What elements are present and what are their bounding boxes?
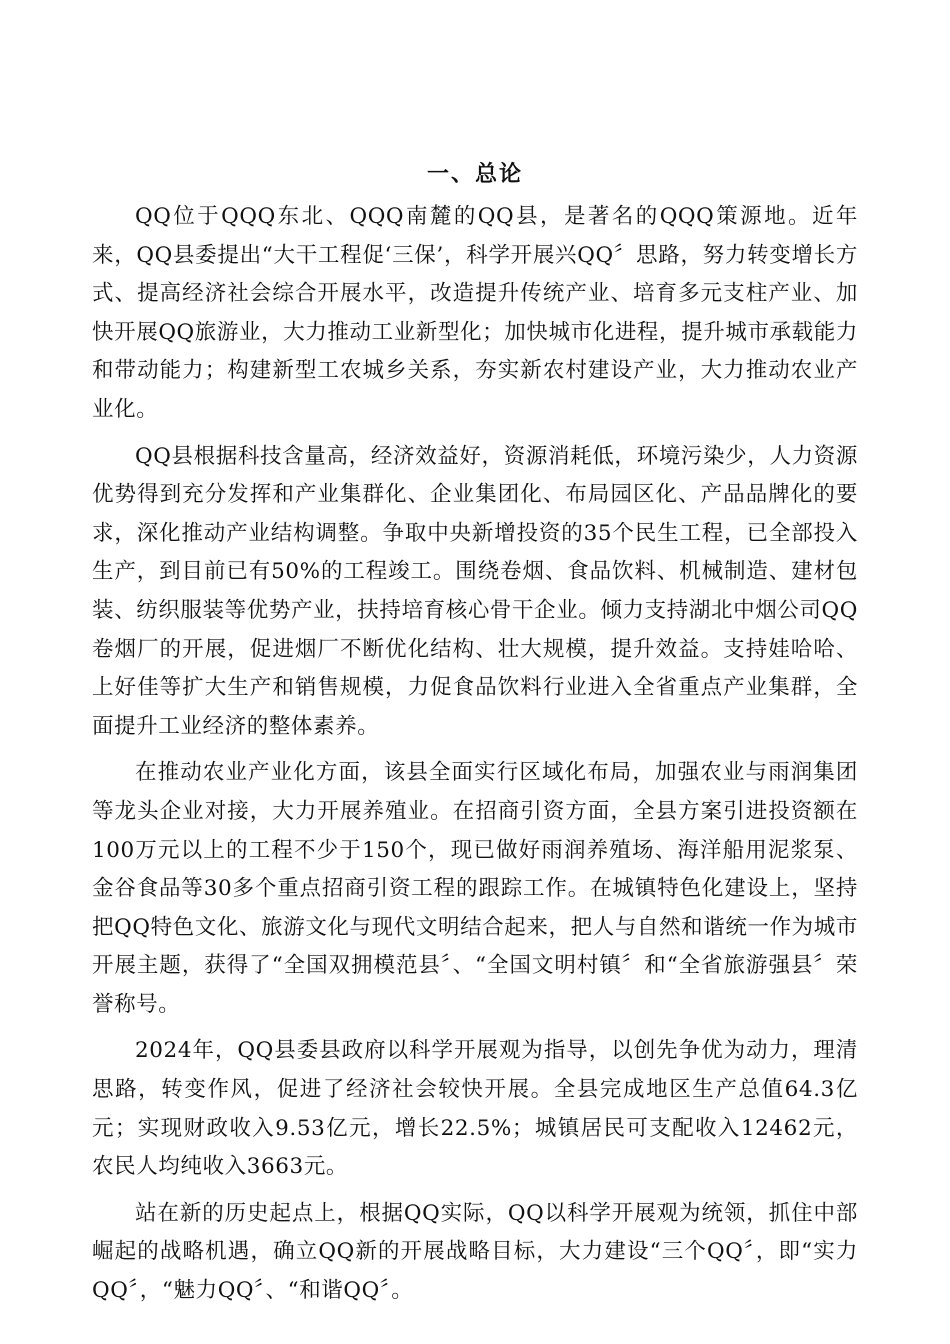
document-body bbox=[92, 198, 858, 1319]
paragraph-economy-2024: 2024年，QQ县委县政府以科学开展观为指导，以创先争优为动力，理清思路，转变作风，促进了经济社会较快开展。全县完成地区生产总值64.3亿元；实现财政收入9.53亿元，增长22.5%；城镇居民可支配收入12462元，农民人均纯收入3663元。 bbox=[92, 1038, 858, 1180]
paragraph-strategy: 站在新的历史起点上，根据QQ实际，QQ以科学开展观为统领，抓住中部崛起的战略机遇，确立QQ新的开展战略目标，大力建设“三个QQ〞，即“实力QQ〞，“魅力QQ〞、“和谐QQ〞。 bbox=[92, 1200, 858, 1304]
paragraph-industry: QQ县根据科技含量高，经济效益好，资源消耗低，环境污染少，人力资源优势得到充分发挥和产业集群化、企业集团化、布局园区化、产品品牌化的要求，深化推动产业结构调整。争取中央新增投资的35个民生工程，已全部投入生产，到目前已有50%的工程竣工。围绕卷烟、食品饮料、机械制造、建材包装、纺织服装等优势产业，扶持培育核心骨干企业。倾力支持湖北中烟公司QQ卷烟厂的开展，促进烟厂不断优化结构、壮大规模，提升效益。支持娃哈哈、上好佳等扩大生产和销售规模，力促食品饮料行业进入全省重点产业集群，全面提升工业经济的整体素养。 bbox=[92, 443, 858, 739]
section-heading: 一、总论 bbox=[426, 162, 523, 187]
paragraph-agriculture: 在推动农业产业化方面，该县全面实行区域化布局，加强农业与雨润集团等龙头企业对接，大力开展养殖业。在招商引资方面，全县方案引进投资额在100万元以上的工程不少于150个，现已做好雨润养殖场、海洋船用泥浆泵、金谷食品等30多个重点招商引资工程的跟踪工作。在城镇特色化建设上，坚持把QQ特色文化、旅游文化与现代文明结合起来，把人与自然和谐统一作为城市开展主题，获得了“全国双拥模范县〞、“全国文明村镇〞和“全省旅游强县〞荣誉称号。 bbox=[92, 760, 858, 1017]
paragraph-overview: QQ位于QQQ东北、QQQ南麓的QQ县，是著名的QQQ策源地。近年来，QQ县委提出“大干工程促‘三保’，科学开展兴QQ〞思路，努力转变增长方式、提高经济社会综合开展水平，改造提升传统产业、培育多元支柱产业、加快开展QQ旅游业，大力推动工业新型化；加快城市化进程，提升城市承载能力和带动能力；构建新型工农城乡关系，夯实新农村建设产业，大力推动农业产业化。 bbox=[92, 204, 858, 422]
